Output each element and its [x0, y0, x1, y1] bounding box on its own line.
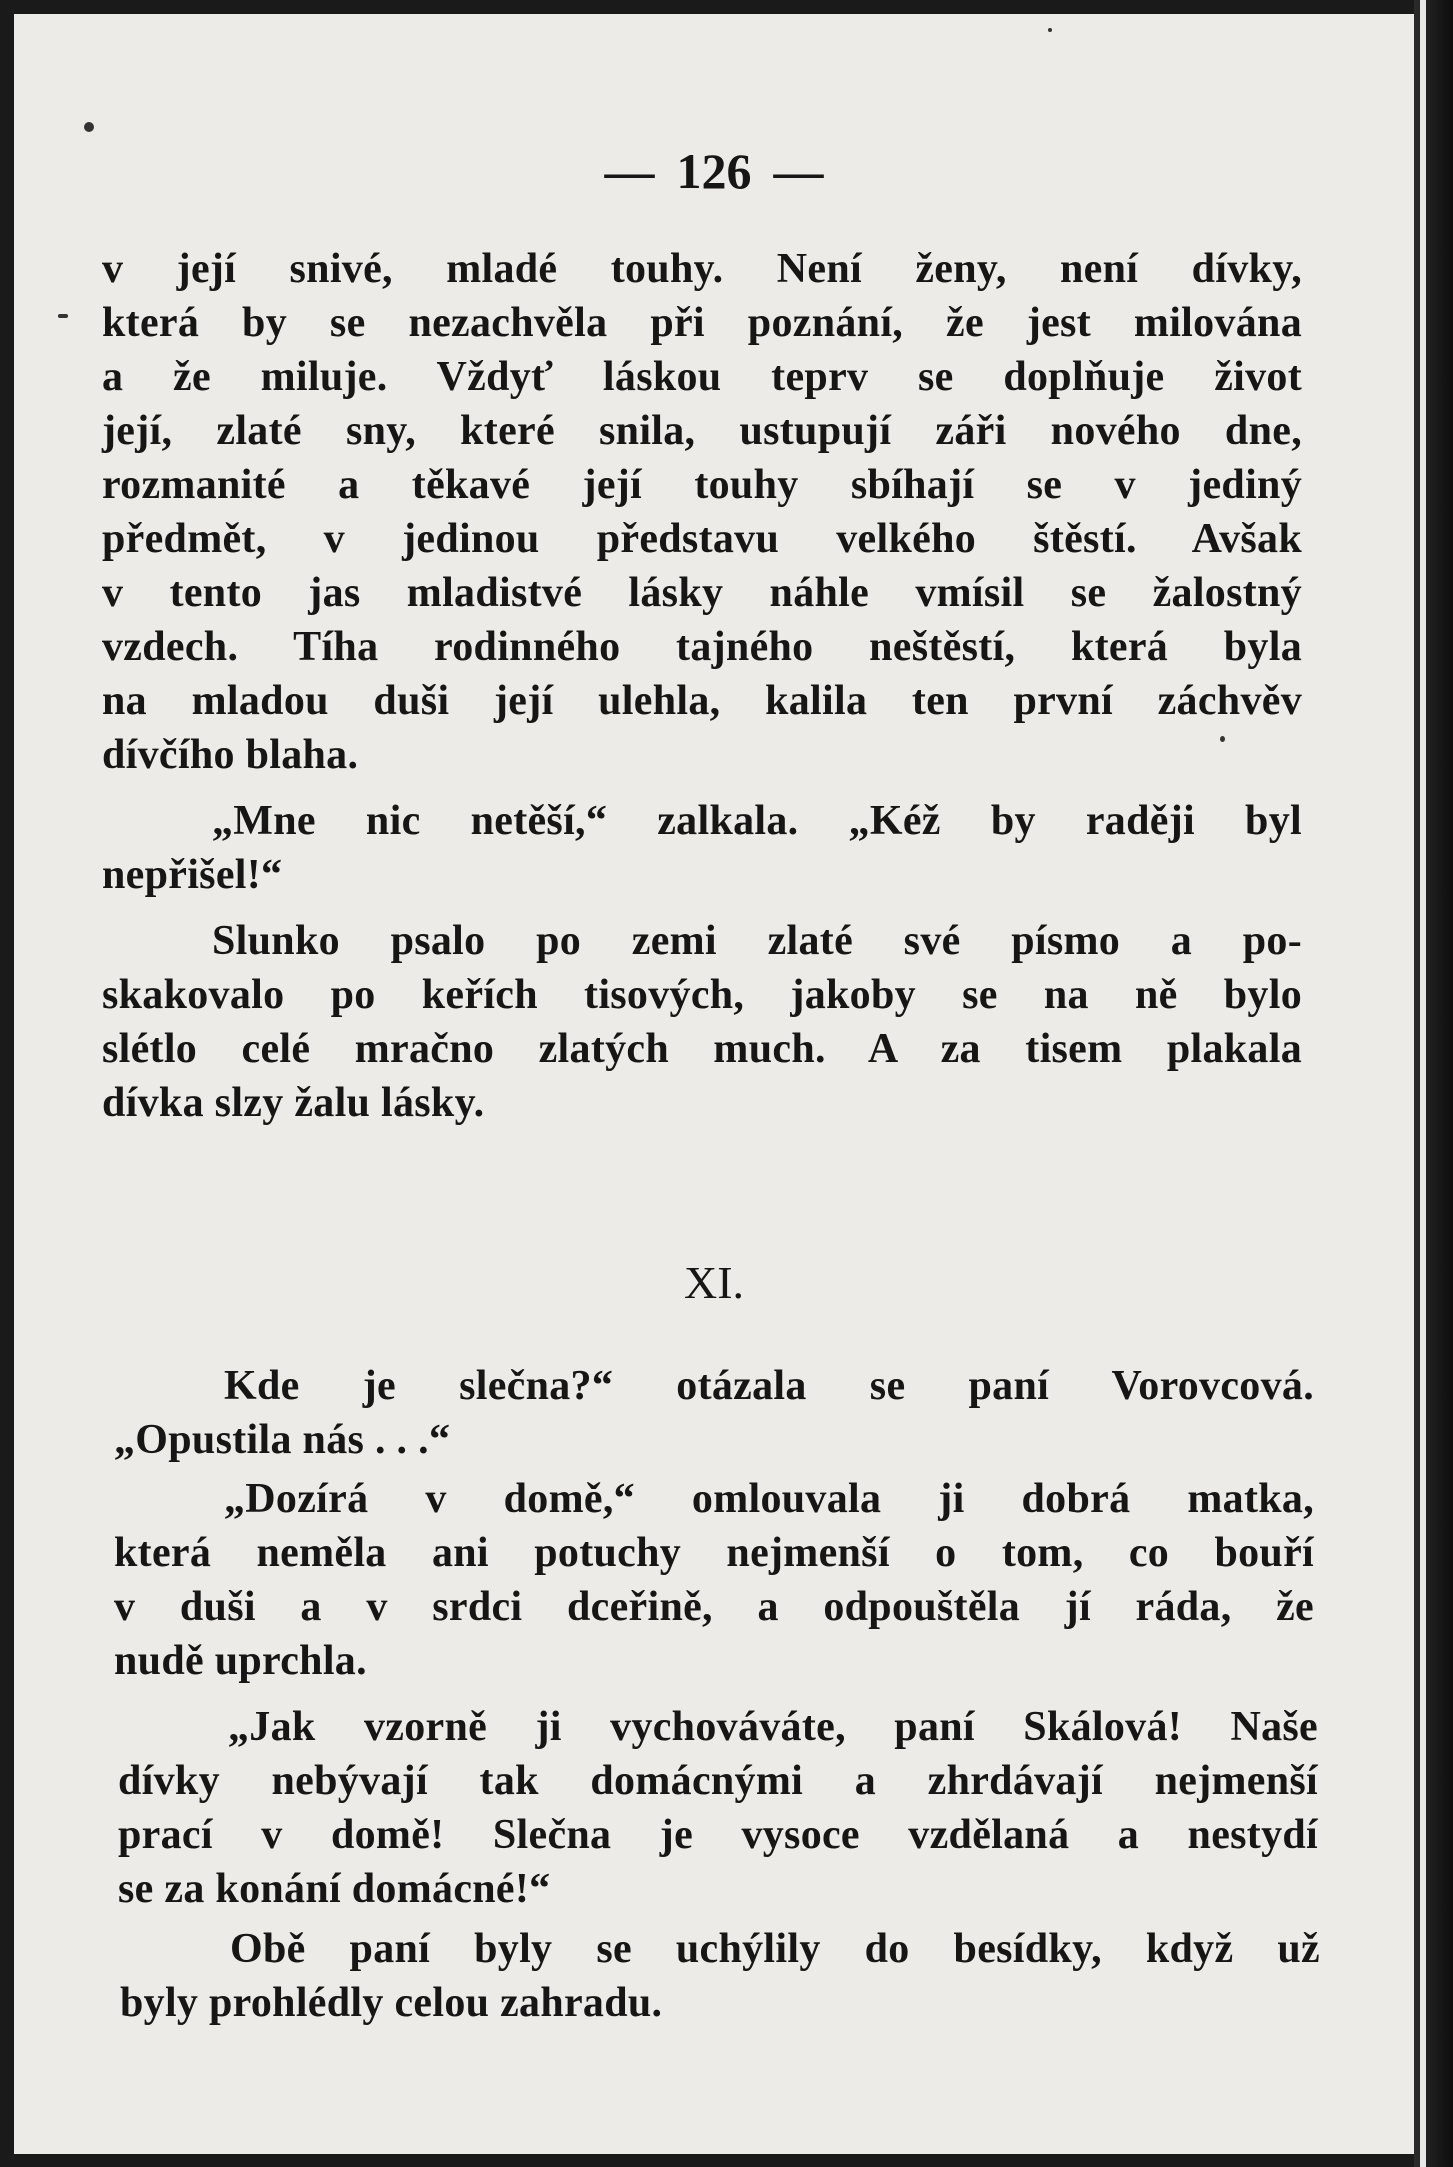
text-line: v její snivé, mladé touhy. Není ženy, není dívky,: [102, 246, 1302, 292]
page-number-dash-left: —: [604, 143, 655, 199]
text-line: dívčího blaha.: [102, 732, 359, 778]
page-number-value: 126: [676, 143, 752, 199]
text-line: v duši a v srdci dceřině, a odpouštěla jí ráda, že: [114, 1584, 1314, 1630]
paragraph-1: [102, 242, 1302, 782]
scan-speck: [84, 122, 94, 132]
text-line: prací v domě! Slečna je vysoce vzdělaná a nestydí: [118, 1812, 1318, 1858]
paragraph-2: [102, 794, 1302, 902]
page-number: [14, 142, 1414, 200]
scan-speck: [58, 314, 68, 318]
text-line: Kde je slečna?“ otázala se paní Vorovcová.: [224, 1363, 1314, 1409]
scan-speck: [1048, 28, 1052, 32]
paragraph-5: [114, 1472, 1314, 1688]
text-line: se za konání domácné!“: [118, 1866, 551, 1912]
paragraph-3: [102, 914, 1302, 1130]
text-line: „Jak vzorně ji vychováváte, paní Skálová! Naše: [228, 1704, 1318, 1750]
text-line: byly prohlédly celou zahradu.: [120, 1980, 663, 2026]
text-line: dívky nebývají tak domácnými a zhrdávají nejmenší: [118, 1758, 1318, 1804]
page-number-dash-right: —: [773, 143, 824, 199]
text-line: její, zlaté sny, které snila, ustupují záři nového dne,: [102, 408, 1302, 454]
paragraph-6: [118, 1700, 1318, 1916]
text-line: a že miluje. Vždyť láskou teprv se doplňuje život: [102, 354, 1302, 400]
text-line: skakovalo po keřích tisových, jakoby se na ně bylo: [102, 972, 1302, 1018]
text-line: v tento jas mladistvé lásky náhle vmísil se žalostný: [102, 570, 1302, 616]
text-line: Slunko psalo po zemi zlaté své písmo a po-: [212, 918, 1302, 964]
text-line: Obě paní byly se uchýlily do besídky, když už: [230, 1926, 1320, 1972]
text-line: dívka slzy žalu lásky.: [102, 1080, 485, 1126]
paragraph-4: [114, 1359, 1314, 1467]
page-binding-edge: [1414, 0, 1453, 2167]
text-line: vzdech. Tíha rodinného tajného neštěstí, která byla: [102, 624, 1302, 670]
scan-speck: [1220, 736, 1225, 742]
text-line: na mladou duši její ulehla, kalila ten první záchvěv: [102, 678, 1302, 724]
text-line: „Dozírá v domě,“ omlouvala ji dobrá matka,: [224, 1476, 1314, 1522]
paragraph-7: [120, 1922, 1320, 2030]
text-line: předmět, v jedinou představu velkého štěstí. Avšak: [102, 516, 1302, 562]
text-line: nepřišel!“: [102, 852, 283, 898]
chapter-heading: XI.: [683, 1257, 745, 1308]
page-binding-stripe: [1420, 0, 1426, 2167]
text-line: slétlo celé mračno zlatých much. A za tisem plakala: [102, 1026, 1302, 1072]
text-line: „Mne nic netěší,“ zalkala. „Kéž by raději byl: [212, 798, 1302, 844]
text-line: nudě uprchla.: [114, 1638, 367, 1684]
text-line: „Opustila nás . . .“: [114, 1417, 451, 1463]
text-line: rozmanité a těkavé její touhy sbíhají se v jediný: [102, 462, 1302, 508]
book-page: [14, 14, 1414, 2154]
text-line: která by se nezachvěla při poznání, že jest milována: [102, 300, 1302, 346]
text-line: která neměla ani potuchy nejmenší o tom, co bouří: [114, 1530, 1314, 1576]
